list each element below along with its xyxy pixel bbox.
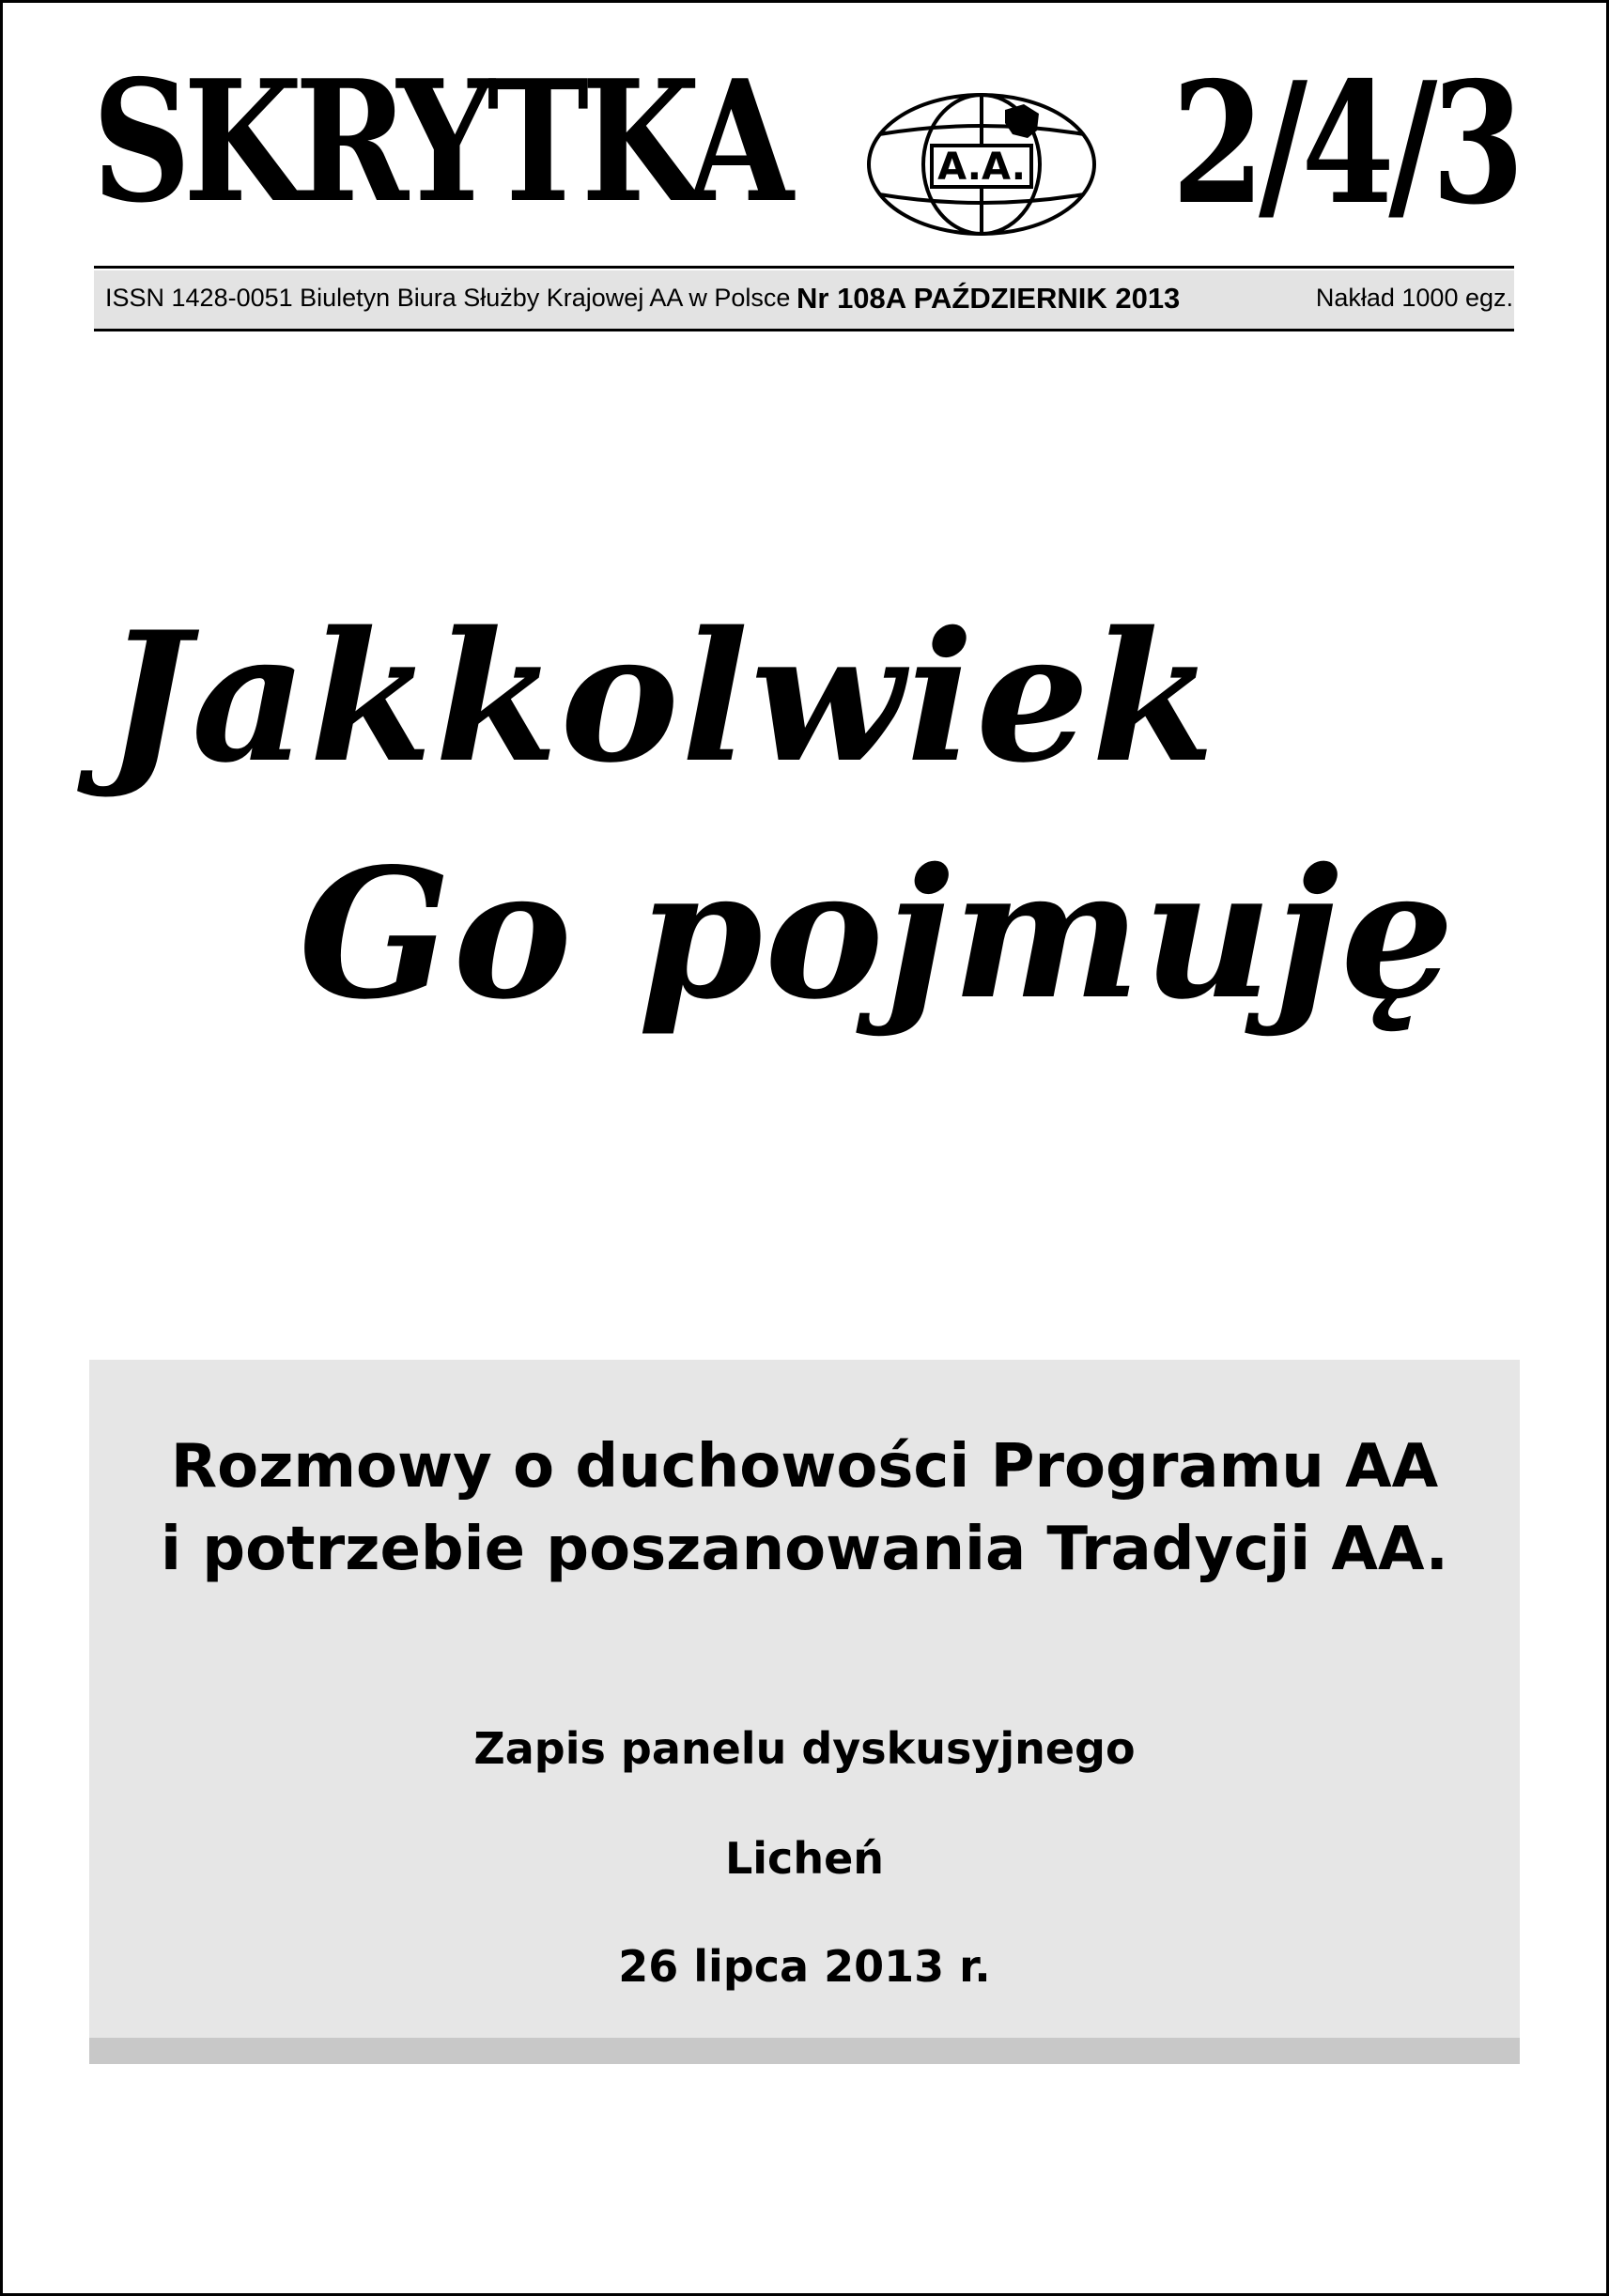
print-run: Nakład 1000 egz. — [1315, 284, 1513, 312]
place: Licheń — [724, 1833, 885, 1884]
headline-line-2: Go pojmuję — [299, 829, 1457, 1039]
subtitle — [89, 1425, 1520, 1591]
issn-line: ISSN 1428-0051 Biuletyn Biura Służby Krajowej AA w Polsce — [105, 284, 791, 312]
masthead-title: SKRYTKA — [92, 43, 786, 239]
poland-map-icon — [1005, 104, 1039, 138]
rule-bottom — [94, 329, 1514, 331]
subtitle-line-1: Rozmowy o duchowości Programu AA — [170, 1432, 1439, 1502]
subtitle-line-2: i potrzebie poszanowania Tradycji AA. — [161, 1515, 1448, 1584]
issue-date: Nr 108A PAŹDZIERNIK 2013 — [797, 282, 1181, 315]
aa-globe-logo — [864, 89, 1099, 239]
masthead-issue-number: 2/4/3 — [1171, 45, 1519, 241]
event-date: 26 lipca 2013 r. — [618, 1941, 991, 1992]
logo-text: A.A. — [937, 146, 1026, 189]
rule-top — [94, 266, 1514, 269]
headline-line-1: Jakkolwiek — [105, 593, 1217, 802]
info-box-bottom-band — [89, 2038, 1520, 2064]
panel-label: Zapis panelu dyskusyjnego — [473, 1723, 1136, 1774]
